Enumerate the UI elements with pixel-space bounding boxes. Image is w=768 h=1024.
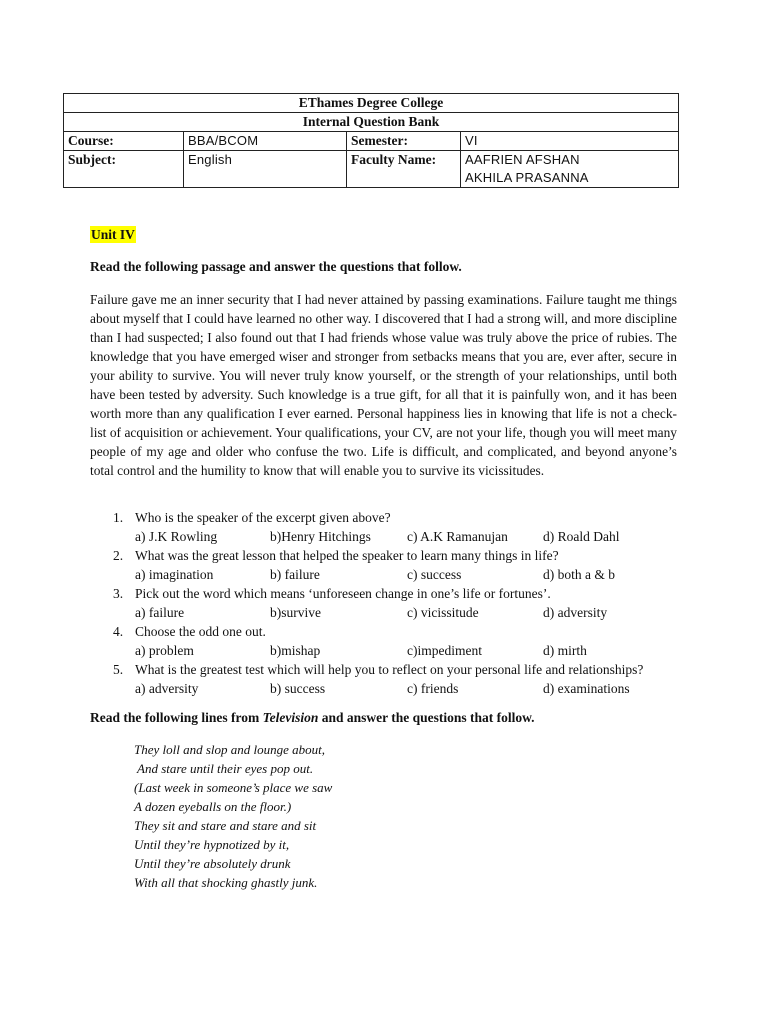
option-c: c)impediment — [407, 643, 482, 658]
options-row — [113, 565, 673, 584]
subject-label: Subject: — [64, 151, 184, 188]
poem-title: Television — [262, 710, 319, 725]
question-number: 3. — [113, 586, 124, 601]
question-text: What was the great lesson that helped the speaker to learn many things in life? — [135, 548, 559, 563]
option-c: c) vicissitude — [407, 605, 479, 620]
poem-line: Until they’re hypnotized by it, — [134, 837, 290, 852]
option-b: b)mishap — [270, 643, 321, 658]
question-text: Who is the speaker of the excerpt given above? — [135, 510, 391, 525]
question-item — [113, 546, 673, 584]
option-c: c) success — [407, 567, 462, 582]
poem-line: A dozen eyeballs on the floor.) — [134, 799, 292, 814]
option-d: d) both a & b — [543, 567, 615, 582]
question-text: Pick out the word which means ‘unforeseen change in one’s life or fortunes’. — [135, 586, 551, 601]
option-d: d) Roald Dahl — [543, 529, 620, 544]
options-row — [113, 641, 673, 660]
option-a: a) imagination — [135, 567, 214, 582]
course-label: Course: — [64, 132, 184, 151]
faculty-name-1: AAFRIEN AFSHAN — [465, 152, 580, 167]
options-row — [113, 603, 673, 622]
question-number: 5. — [113, 662, 124, 677]
semester-value: VI — [461, 132, 679, 151]
option-b: b)Henry Hitchings — [270, 529, 371, 544]
option-a: a) failure — [135, 605, 185, 620]
question-item — [113, 584, 673, 622]
question-item — [113, 508, 673, 546]
option-b: b) success — [270, 681, 326, 696]
poem-instruction — [90, 709, 535, 727]
faculty-value — [461, 151, 679, 188]
header-row-bank — [64, 113, 679, 132]
poem-line: (Last week in someone’s place we saw — [134, 780, 333, 795]
question-bank-title: Internal Question Bank — [64, 113, 679, 132]
semester-label: Semester: — [347, 132, 461, 151]
passage-text: Failure gave me an inner security that I had never attained by passing examinations. Failure taught me things about myself that I could have learned no other way. I discovered that I had a strong will, and more discipline than I had suspected; I also found out that I had friends whose value was truly above the price of rubies. The knowledge that you have emerged wiser and stronger from setbacks means that you are, ever after, secure in your ability to survive. You will never truly know yourself, or the strength of your relationships, until both have been tested by adversity. Such knowledge is a true gift, for all that it is painfully won, and it has been worth more than any qualification I ever earned. Personal happiness lies in knowing that life is not a check-list of acquisition or achievement. Your qualifications, your CV, are not your life, though you will meet many people of my age and older who confuse the two. Life is difficult, and complicated, and beyond anyone’s total control and the humility to know that will enable you to survive its vicissitudes. — [90, 292, 677, 478]
poem-line: They sit and stare and stare and sit — [134, 818, 317, 833]
header-row-course — [64, 132, 679, 151]
question-list — [113, 508, 673, 698]
question-item — [113, 660, 673, 698]
poem-line: With all that shocking ghastly junk. — [134, 875, 318, 890]
passage-instruction: Read the following passage and answer the questions that follow. — [90, 259, 462, 274]
question-text: What is the greatest test which will help you to reflect on your personal life and relationships? — [135, 662, 644, 677]
option-b: b) failure — [270, 567, 320, 582]
poem-line: They loll and slop and lounge about, — [134, 742, 326, 757]
option-d: d) examinations — [543, 681, 630, 696]
college-name: EThames Degree College — [64, 94, 679, 113]
faculty-name-2: AKHILA PRASANNA — [465, 170, 589, 185]
option-d: d) mirth — [543, 643, 587, 658]
options-row — [113, 527, 673, 546]
instruction-prefix: Read the following lines from — [90, 710, 263, 725]
poem-line: Until they’re absolutely drunk — [134, 856, 291, 871]
question-item — [113, 622, 673, 660]
instruction-suffix: and answer the questions that follow. — [318, 710, 535, 725]
option-b: b)survive — [270, 605, 321, 620]
header-row-college — [64, 94, 679, 113]
faculty-label: Faculty Name: — [347, 151, 461, 188]
option-a: a) J.K Rowling — [135, 529, 218, 544]
question-number: 4. — [113, 624, 124, 639]
course-value: BBA/BCOM — [184, 132, 347, 151]
options-row — [113, 679, 673, 698]
header-row-subject — [64, 151, 679, 188]
option-c: c) friends — [407, 681, 459, 696]
poem-excerpt — [134, 740, 332, 892]
header-table — [63, 93, 679, 188]
subject-value: English — [184, 151, 347, 188]
option-a: a) problem — [135, 643, 194, 658]
option-a: a) adversity — [135, 681, 199, 696]
unit-heading: Unit IV — [91, 227, 135, 242]
option-d: d) adversity — [543, 605, 608, 620]
poem-line: And stare until their eyes pop out. — [134, 761, 314, 776]
question-number: 2. — [113, 548, 124, 563]
question-number: 1. — [113, 510, 124, 525]
question-text: Choose the odd one out. — [135, 624, 266, 639]
option-c: c) A.K Ramanujan — [407, 529, 508, 544]
